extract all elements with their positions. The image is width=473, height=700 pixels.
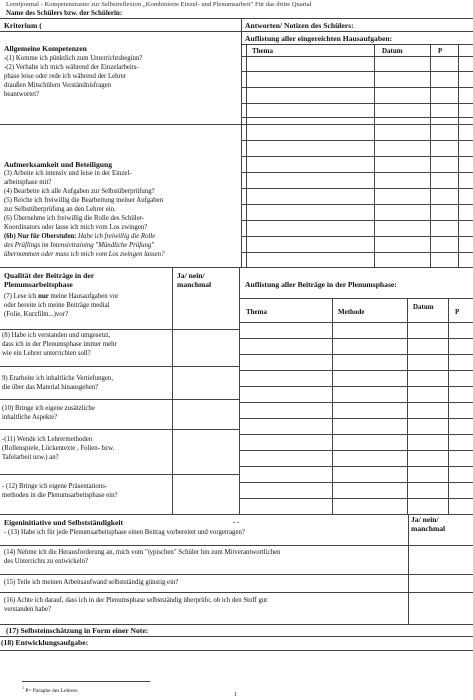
rule [0,650,473,651]
rule [241,172,473,173]
rule [0,329,239,330]
rule [241,117,473,118]
criterion-text: die über das Material hinausgehen? [2,384,99,391]
criterion-text: oder bereite ich meine Beiträge medial [4,302,110,309]
criterion-text: -(1) Komme ich pünktlich zum Unterrichtsbeginn? [4,55,143,62]
rule [0,267,473,268]
criterion-text: des Unterrichts zu entwickeln? [4,558,88,565]
rule [239,338,473,339]
oberstufe-text: Habe ich freiwillig die Rolle [76,233,156,240]
plenum-header: Auflistung aller Beiträge in der Plenumsphase: [245,280,397,289]
header-line: Lerntjournal - Kompetenzraster zur Selbstreflexion „Kombinierte Einzel- und Plenumsarbeit" Für das dritte Quartal [6,1,312,8]
col-thema: Thema [252,47,273,55]
divider [408,514,409,624]
rule [239,418,473,419]
student-name-label: Name des Schülers bzw. der Schülerin: [6,9,123,17]
hausaufgaben-header: Auflistung aller eingereichten Hausaufgaben: [245,34,393,43]
rule [241,252,473,253]
antworten-header: Antworten/ Notizen des Schülers: [245,21,354,30]
rule [241,156,473,157]
rule [0,429,239,430]
rule [0,574,473,575]
criterion-text: zur Selbstüberprüfung an den Lehrer ein. [4,206,116,213]
rule [241,188,473,189]
rule [239,450,473,451]
rule [0,624,473,625]
criterion-text: verstanden habe? [4,606,51,613]
rule [239,402,473,403]
criterion-text: (16) Achte ich darauf, dass ich in der Plenumsphase selbstständig überprüfe, ob ich den Stoff gut [4,597,268,604]
selbsteinschaetzung-label: (17) Selbsteinschätzung in Form einer Note: [6,626,149,635]
allgemeine-title: Allgemeine Kompetenzen [4,44,87,53]
rule [239,498,473,499]
rule [241,44,473,45]
criterion-text: -(2) Verhalte ich mich während der Einzelarbeits- [4,64,139,71]
rule [0,514,473,515]
rule [241,87,473,88]
footnote-text: P= Paraphe des Lehrers [25,687,78,694]
oberstufe-label: (6b) Nur für Oberstufen: [4,233,77,240]
criterion-text: (14) Nehme ich die Herausforderung an, mich vom "typischen" Schüler hin zum Mitverantwortlichen [4,549,281,556]
footnote [22,684,78,696]
rule [0,399,239,400]
criterion-text [4,233,155,241]
criterion-text: (15) Teile ich meinen Arbeitsaufwand selbstständig günstig ein? [4,579,179,586]
divider [239,267,240,514]
criterion-text: (4) Bearbeite ich alle Aufgaben zur Selbstüberprüfung? [4,188,155,195]
criterion-text: -(11) Wende ich Lehrermethoden [2,436,93,443]
rule [239,370,473,371]
page-number: 1 [234,692,237,698]
criterion-text: Koordinators oder lasse ich mich vom Los zwingen? [4,224,148,231]
criterion-text [4,293,118,301]
criterion-text: (Rollenspiele, Lückentexte , Folien- bzw. [2,445,115,452]
rule [239,354,473,355]
q7-emphasis: nur [38,293,49,300]
ja-nein-header: Ja/ nein/ [411,515,439,524]
ja-nein-header: manchmal [177,280,212,289]
rule [0,366,239,367]
col-methode: Methode [338,308,365,316]
q7-text: meine Hausaufgaben vor [48,293,119,300]
q7-text: (7) Lese ich [4,293,39,300]
col-datum: Datum [382,47,403,55]
criterion-text: beantwortet? [4,91,40,98]
entwicklungsaufgabe-label: (18) Entwicklungsaufgabe: [1,638,89,647]
criterion-text: inhaltliche Aspekte? [2,414,58,421]
criterion-text: - (12) Bringe ich eigene Präsentations- [2,483,108,490]
rule [239,322,473,323]
rule [239,386,473,387]
criterion-text: übernommen oder muss ich mich vom Los zwingen lassen? [4,251,165,258]
ja-nein-header: Ja/ nein/ [177,271,205,280]
criterion-text: (10) Bringe ich eigene zusätzliche [2,405,95,412]
criterion-text: (Folie, Kurzfilm...)vor? [4,311,68,318]
rule [241,103,473,104]
criterion-text: draußen Mitschülern Verständnisfragen [4,82,112,89]
ja-nein-header: manchmal [411,524,446,533]
col-p: P [455,308,460,316]
qualitaet-title: Plenumsarbeitsphase [4,280,73,289]
rule [241,204,473,205]
rule [0,592,473,593]
col-thema: Thema [246,308,267,316]
rule [241,220,473,221]
rule [0,31,473,32]
criterion-text: wie ein Lehrer unterrichten soll? [2,350,91,357]
rule [241,140,473,141]
criterion-text: (5) Reiche ich freiwillig die Bearbeitung meiner Aufgaben [4,197,164,204]
col-datum: Datum [413,303,434,311]
footnote-mark: 1 [22,685,24,690]
criterion-text: arbeitsphase mit? [4,179,52,186]
rule [241,71,473,72]
rule [241,56,473,57]
rule [0,636,473,637]
rule [0,545,473,546]
criterion-text: (8) Habe ich verstanden und umgesetzt, [2,332,110,339]
footnote-rule [22,681,150,682]
rule [0,474,239,475]
criterion-text: (3) Arbeite ich intensiv und leise in der Einzel- [4,170,132,177]
criterion-text: Tafelarbeit usw.) an? [2,454,59,461]
criterion-text: - (13) Habe ich für jede Plenumsarbeitsphase einen Beitrag vorbereitet und vorgetragen? [4,529,245,536]
criterion-text: dass ich in der Plenumsphase immer mehr [2,341,117,348]
criterion-text: methoden in die Plenumsarbeitsphase ein? [2,492,118,499]
kriterium-header: Kriterium ( [4,21,42,30]
divider [172,267,173,514]
rule [239,466,473,467]
rule [239,434,473,435]
rule [0,124,473,125]
rule [239,298,473,299]
criterion-text: 9) Erarbeite ich inhaltliche Vertiefungen, [2,375,114,382]
rule [239,482,473,483]
col-p: P [438,47,443,55]
criterion-text: (6) Übernehme ich freiwillig die Rolle des Schüler- [4,215,145,222]
eigeninitiative-title: Eigeninitiative und Selbstständigkeit [4,518,123,527]
dash-mark: - - [233,518,240,526]
rule [0,18,473,19]
qualitaet-title: Qualität der Beiträge in der [4,271,95,280]
aufmerksamkeit-title: Aufmerksamkeit und Beteiligung [4,160,113,169]
criterion-text: phase leise oder rede ich während der Lehrer [4,73,127,80]
criterion-text: des Prüflings im Intensivtraining "Mündliche Prüfung" [4,242,155,249]
rule [241,236,473,237]
